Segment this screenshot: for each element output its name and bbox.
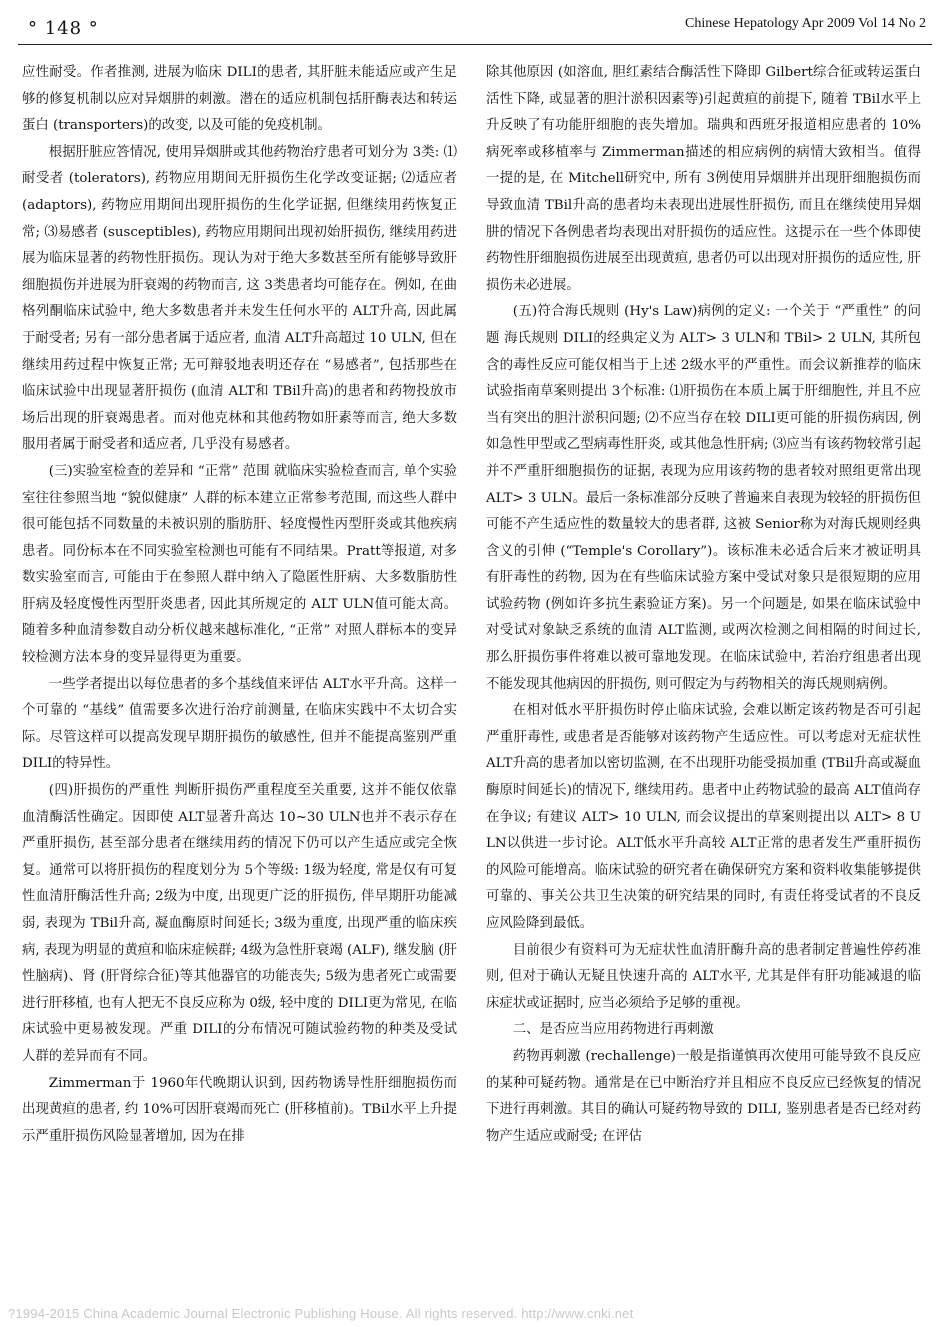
- page-header: [0, 0, 950, 52]
- section-heading: 二、是否应当应用药物进行再刺激: [512, 1022, 714, 1038]
- paragraph: 应性耐受。作者推测, 进展为临床 DILI的患者, 其肝脏未能适应或产生足够的修复机制以应对异烟肼的刺激。潜在的适应机制包括肝酶表达和转运蛋白 (transporters)的改变, 以及可能的免疫机制。: [22, 65, 457, 134]
- right-column: [486, 60, 921, 1150]
- paragraph: (五)符合海氏规则 (Hy's Law)病例的定义: 一个关于 “严重性” 的问题 海氏规则 DILI的经典定义为 ALT> 3 ULN和 TBil> 2 ULN, 其所包含的毒性反应可能仅相当于上述 2级水平的严重性。而会议新推荐的临床试验指南草案则提出 3个标准: ⑴肝损伤在本质上属于肝细胞性, 并且不应当有突出的胆汁淤积问题; ⑵不应当存在较 DILI更可能的肝损伤病因, 例如急性甲型或乙型病毒性肝炎, 或其他急性肝病; ⑶应当有该药物较常引起并不严重肝细胞损伤的证据, 表现为应用该药物的患者较对照组更常出现 ALT> 3 ULN。最后一条标准部分反映了普遍来自表现为较轻的肝损伤但可能不产生适应性的数量较大的患者群, 这被 Senior称为对海氏规则经典含义的引伸 (“Temple's Corollary”)。该标准未必适合后来才被证明具有肝毒性的药物, 因为在有些临床试验方案中受试对象只是很短期的应用试验药物 (例如许多抗生素验证方案)。另一个问题是, 如果在临床试验中对受试对象缺乏系统的血清 ALT监测, 或两次检测之间相隔的时间过长, 那么肝损伤事件将难以被可靠地发现。在临床试验中, 若治疗组患者出现不能发现其他病因的肝损伤, 则可假定为与药物相关的海氏规则病例。: [486, 304, 921, 692]
- journal-info: Chinese Hepatology Apr 2009 Vol 14 No 2: [685, 16, 926, 31]
- paragraph: 在相对低水平肝损伤时停止临床试验, 会难以断定该药物是否可引起严重肝毒性, 或患者是否能够对该药物产生适应性。可以考虑对无症状性 ALT升高的患者加以密切监测, 在不出现肝功能受损加重 (TBil升高或凝血酶原时间延长)的情况下, 继续用药。患者中止药物试验的最高 ALT值尚存在争议; 有建议 ALT> 10 ULN, 而会议提出的草案则提出以 ALT> 8 ULN以供进一步讨论。ALT低水平升高较 ALT正常的患者发生严重肝损伤的风险可能增高。临床试验的研究者在确保研究方案和资料收集能够提供可靠的、事关公共卫生决策的研究结果的同时, 有责任将受试者的不良反应风险降到最低。: [486, 703, 921, 931]
- paragraph: 除其他原因 (如溶血, 胆红素结合酶活性下降即 Gilbert综合征或转运蛋白活性下降, 或显著的胆汁淤积因素等)引起黄疸的前提下, 随着 TBil水平上升反映了有功能肝细胞的丧失增加。瑞典和西班牙报道相应患者的 10%病死率或移植率与 Zimmerman描述的相应病例的病情大致相当。值得一提的是, 在 Mitchell研究中, 所有 3例使用异烟肼并出现肝细胞损伤而导致血清 TBil升高的患者均未表现出进展性肝损伤, 而且在继续使用异烟肼的情况下各例患者均表现出对肝损伤的适应性。这提示在一些个体即使药物性肝细胞损伤进展至出现黄疸, 患者仍可以出现对肝损伤的适应性, 肝损伤未必进展。: [486, 65, 921, 293]
- paragraph: 根据肝脏应答情况, 使用异烟肼或其他药物治疗患者可划分为 3类: ⑴耐受者 (tolerators), 药物应用期间无肝损伤生化学改变证据; ⑵适应者 (adaptors), 药物应用期间出现肝损伤的生化学证据, 但继续用药恢复正常; ⑶易感者 (susceptibles), 药物应用期间出现初始肝损伤, 继续用药进展为临床显著的药物性肝损伤。现认为对于绝大多数甚至所有能够导致肝细胞损伤并进展为肝衰竭的药物而言, 这 3类患者均可能存在。例如, 在曲格列酮临床试验中, 绝大多数患者并未发生任何水平的 ALT升高, 因此属于耐受者; 另有一部分患者属于适应者, 血清 ALT升高超过 10 ULN, 但在继续用药过程中恢复正常; 无可辩驳地表明还存在 “易感者”, 包括那些在临床试验中出现显著肝损伤 (血清 ALT和 TBil升高)的患者和药物投放市场后出现的肝衰竭患者。而对他克林和其他药物如肝素等而言, 绝大多数服用者属于耐受者和适应者, 几乎没有易感者。: [22, 144, 457, 453]
- paragraph: 目前很少有资料可为无症状性血清肝酶升高的患者制定普遍性停药准则, 但对于确认无疑且快速升高的 ALT水平, 尤其是伴有肝功能减退的临床症状或证据时, 应当必须给予足够的重视。: [486, 942, 921, 1011]
- copyright-footer: ?1994-2015 China Academic Journal Electronic Publishing House. All rights reserved. http://www.cnki.net: [8, 1306, 634, 1321]
- paragraph: 药物再刺激 (rechallenge)一般是指谨慎再次使用可能导致不良反应的某种可疑药物。通常是在已中断治疗并且相应不良反应已经恢复的情况下进行再刺激。其目的确认可疑药物导致的 DILI, 鉴别患者是否已经对药物产生适应或耐受; 在评估: [486, 1048, 921, 1144]
- header-rule: [18, 44, 932, 45]
- left-column: [22, 60, 457, 1150]
- paragraph: (三)实验室检查的差异和 “正常” 范围 就临床实验检查而言, 单个实验室往往参照当地 “貌似健康” 人群的标本建立正常参考范围, 而这些人群中很可能包括不同数量的未被识别的脂肪肝、轻度慢性丙型肝炎或其他疾病患者。同份标本在不同实验室检测也可能有不同结果。Pratt等报道, 对多数实验室而言, 可能由于在参照人群中纳入了隐匿性肝病、大多数脂肪性肝病及轻度慢性丙型肝炎患者, 因此其所规定的 ALT ULN值可能太高。随着多种血清参数自动分析仪越来越标准化, “正常” 对照人群标本的变异较检测方法本身的变异显得更为重要。: [22, 463, 457, 666]
- page-number: ° 148 °: [28, 18, 99, 39]
- paragraph: (四)肝损伤的严重性 判断肝损伤严重程度至关重要, 这并不能仅依靠血清酶活性确定。因即使 ALT显著升高达 10~30 ULN也并不表示存在严重肝损伤, 甚至部分患者在继续用药的情况下仍可以产生适应或完全恢复。通常可以将肝损伤的程度划分为 5个等级: 1级为轻度, 常是仅有可复性血清肝酶活性升高; 2级为中度, 出现更广泛的肝损伤, 伴早期肝功能减弱, 表现为 TBil升高, 凝血酶原时间延长; 3级为重度, 出现严重的临床疾病, 表现为明显的黄疸和临床症候群; 4级为急性肝衰竭 (ALF), 继发脑 (肝性脑病)、肾 (肝肾综合征)等其他器官的功能丧失; 5级为患者死亡或需要进行肝移植, 也有人把无不良反应称为 0级, 轻中度的 DILI更为常见, 在临床试验中更易被发现。严重 DILI的分布情况可随试验药物的种类及受试人群的差异而有不同。: [22, 783, 457, 1064]
- paragraph: Zimmerman于 1960年代晚期认识到, 因药物诱导性肝细胞损伤而出现黄疸的患者, 约 10%可因肝衰竭而死亡 (肝移植前)。TBil水平上升提示严重肝损伤风险显著增加, 因为在排: [22, 1075, 457, 1144]
- paragraph: 一些学者提出以每位患者的多个基线值来评估 ALT水平升高。这样一个可靠的 “基线” 值需要多次进行治疗前测量, 在临床实践中不太切合实际。尽管这样可以提高发现早期肝损伤的敏感性, 但并不能提高鉴别严重 DILI的特异性。: [22, 676, 457, 772]
